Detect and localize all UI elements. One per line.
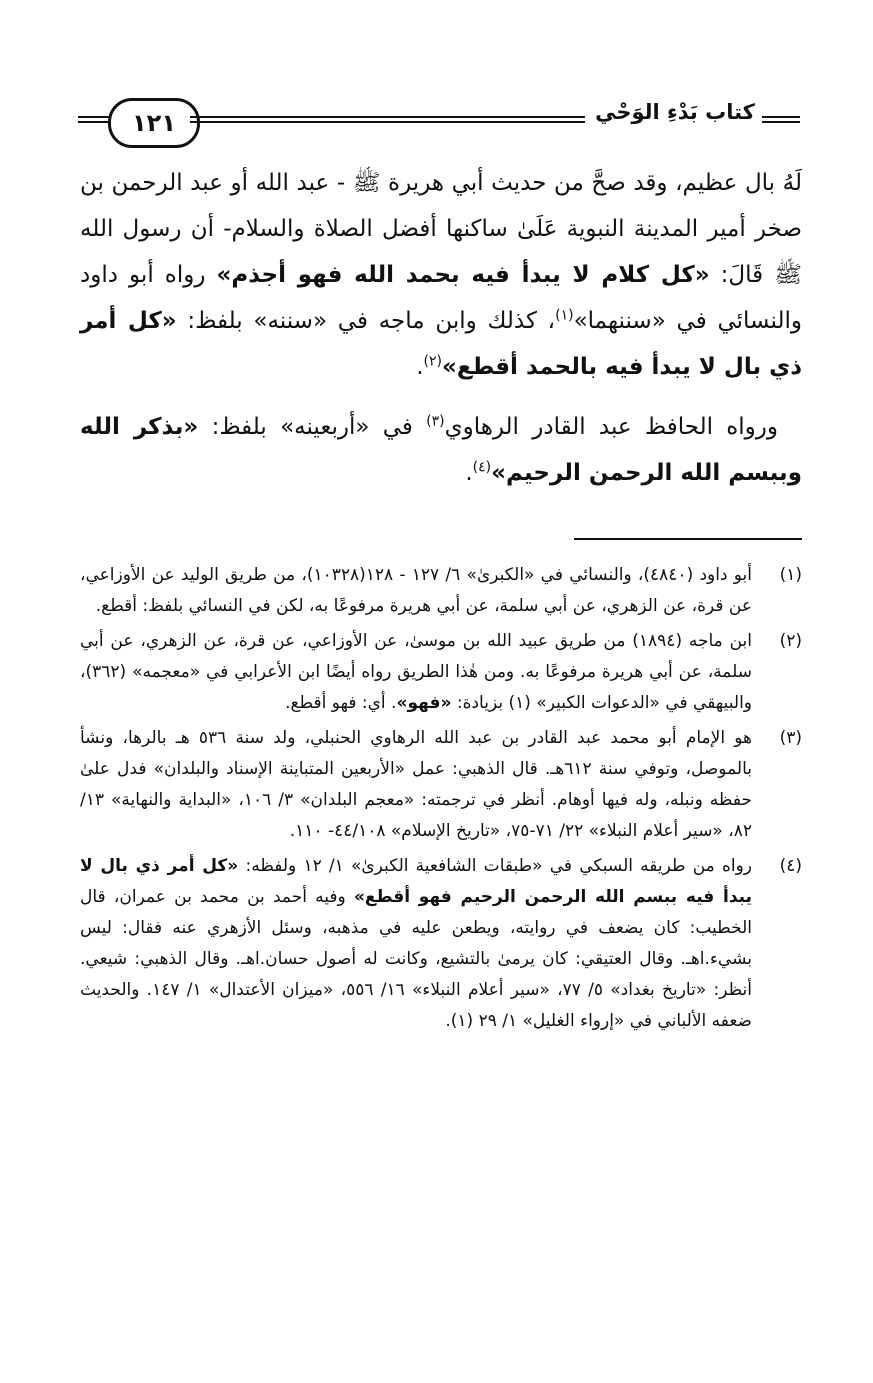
footnote-1 bbox=[80, 560, 802, 622]
page-header bbox=[78, 92, 800, 152]
p2-text-b: في «أربعينه» بلفظ: bbox=[198, 414, 427, 440]
main-text bbox=[80, 160, 802, 510]
p1-text-a: لَهُ بال عظيم، وقد صحَّ من حديث أبي هريرة ﷺ - عبد الله أو عبد الرحمن بن صخر أمير المدينة النبوية عَلَىٰ ساكنها أفضل الصلاة والسلام- أن رسول الله ﷺ قَالَ: bbox=[80, 170, 802, 288]
footnote-4 bbox=[80, 851, 802, 1037]
footnote-2-text-b: . أي: فهو أقطع. bbox=[285, 693, 397, 713]
footnote-number: (٣) bbox=[779, 728, 802, 748]
p1-text-c: ، كذلك وابن ماجه في «سننه» بلفظ: bbox=[176, 308, 556, 334]
footnote-number: (٤) bbox=[779, 856, 802, 876]
footnote-number: (١) bbox=[779, 565, 802, 585]
hadith-quote-1: «كل كلام لا يبدأ فيه بحمد الله فهو أجذم» bbox=[216, 262, 710, 288]
footnote-separator bbox=[574, 538, 802, 540]
footnote-ref-3[interactable]: (٣) bbox=[426, 413, 445, 430]
footnote-4-bold: «كل أمر ذي بال لا يبدأ فيه ببسم الله الرحمن الرحيم فهو أقطع» bbox=[80, 856, 752, 907]
footnote-3 bbox=[80, 723, 802, 847]
hadith-quote-2: «كل أمر ذي بال لا يبدأ فيه بالحمد أقطع» bbox=[80, 308, 802, 380]
footnote-ref-2[interactable]: (٢) bbox=[423, 353, 443, 370]
footnote-text: أبو داود (٤٨٤٠)، والنسائي في «الكبرىٰ» ٦/ ١٢٧ - ١٢٨(١٠٣٢٨)، من طريق الوليد عن الأوزاعي، عن قرة، عن الزهري، عن أبي سلمة، عن أبي هريرة مرفوعًا به، لكن في النسائي بلفظ: أقطع. bbox=[80, 565, 752, 616]
footnote-4-text-b: وفيه أحمد بن محمد بن عمران، قال الخطيب: كان يضعف في روايته، ويطعن عليه في مذهبه، وسئل الأزهري عنه فقال: ليس بشيء.اهـ. وقال العتيقي: كان يرمىٰ بالتشيع، وكانت له أصول حسان.اهـ. وقال الذهبي: شيعي. أنظر: «تاريخ بغداد» ٥/ ٧٧، «سير أعلام النبلاء» ١٦/ ٥٥٦، «ميزان الأعتدال» ١/ ١٤٧. والحديث ضعفه الألباني في «إرواء الغليل» ١/ ٢٩ (١). bbox=[80, 887, 752, 1031]
footnotes bbox=[80, 560, 802, 1041]
hadith-quote-3: «بذكر الله وببسم الله الرحمن الرحيم» bbox=[80, 414, 802, 486]
footnote-text bbox=[80, 851, 752, 1037]
p2-text-a: ورواه الحافظ عبد القادر الرهاوي bbox=[444, 414, 779, 440]
paragraph-2 bbox=[80, 404, 802, 496]
footnote-2-bold: «فهو» bbox=[396, 693, 452, 713]
page-number-badge bbox=[108, 98, 200, 148]
p1-text-b: رواه أبو داود والنسائي في «سننهما» bbox=[80, 262, 803, 334]
footnote-4-text-a: رواه من طريقه السبكي في «طبقات الشافعية الكبرىٰ» ١/ ١٢ ولفظه: bbox=[238, 856, 752, 876]
paragraph-1 bbox=[80, 160, 802, 390]
footnote-2-text-a: ابن ماجه (١٨٩٤) من طريق عبيد الله بن موسىٰ، عن الأوزاعي، عن قرة، عن الزهري، عن أبي سلمة، عن أبي هريرة مرفوعًا به. ومن هٰذا الطريق رواه أيضًا ابن الأعرابي في «معجمه» (٣٦٢)، والبيهقي في «الدعوات الكبير» (١) بزيادة: bbox=[80, 631, 752, 713]
footnote-ref-1[interactable]: (١) bbox=[555, 307, 574, 324]
footnote-ref-4[interactable]: (٤) bbox=[472, 459, 492, 476]
page-number: ١٢١ bbox=[132, 109, 176, 137]
footnote-text: هو الإمام أبو محمد عبد القادر بن عبد الله الرهاوي الحنبلي، ولد سنة ٥٣٦ هـ بالرها، ونشأ بالموصل، وتوفي سنة ٦١٢هـ. قال الذهبي: عمل «الأربعين المتباينة الإسناد والبلدان» فدل علىٰ حفظه ونبله، وله فيها أوهام. أنظر في ترجمته: «معجم البلدان» ٣/ ١٠٦، «البداية والنهاية» ١٣/ ٨٢، «سير أعلام النبلاء» ٢٢/ ٧١-٧٥، «تاريخ الإسلام» ٤٤/١٠٨- ١١٠. bbox=[80, 728, 752, 841]
header-rule-middle bbox=[190, 116, 585, 123]
footnote-2 bbox=[80, 626, 802, 719]
book-title: كتاب بَدْءِ الوَحْي bbox=[595, 100, 755, 124]
footnote-text bbox=[80, 626, 752, 719]
p1-end: . bbox=[416, 354, 424, 380]
header-rule-left bbox=[78, 116, 112, 123]
header-rule-right bbox=[762, 116, 800, 123]
p2-end: . bbox=[465, 460, 473, 486]
footnote-number: (٢) bbox=[779, 631, 802, 651]
